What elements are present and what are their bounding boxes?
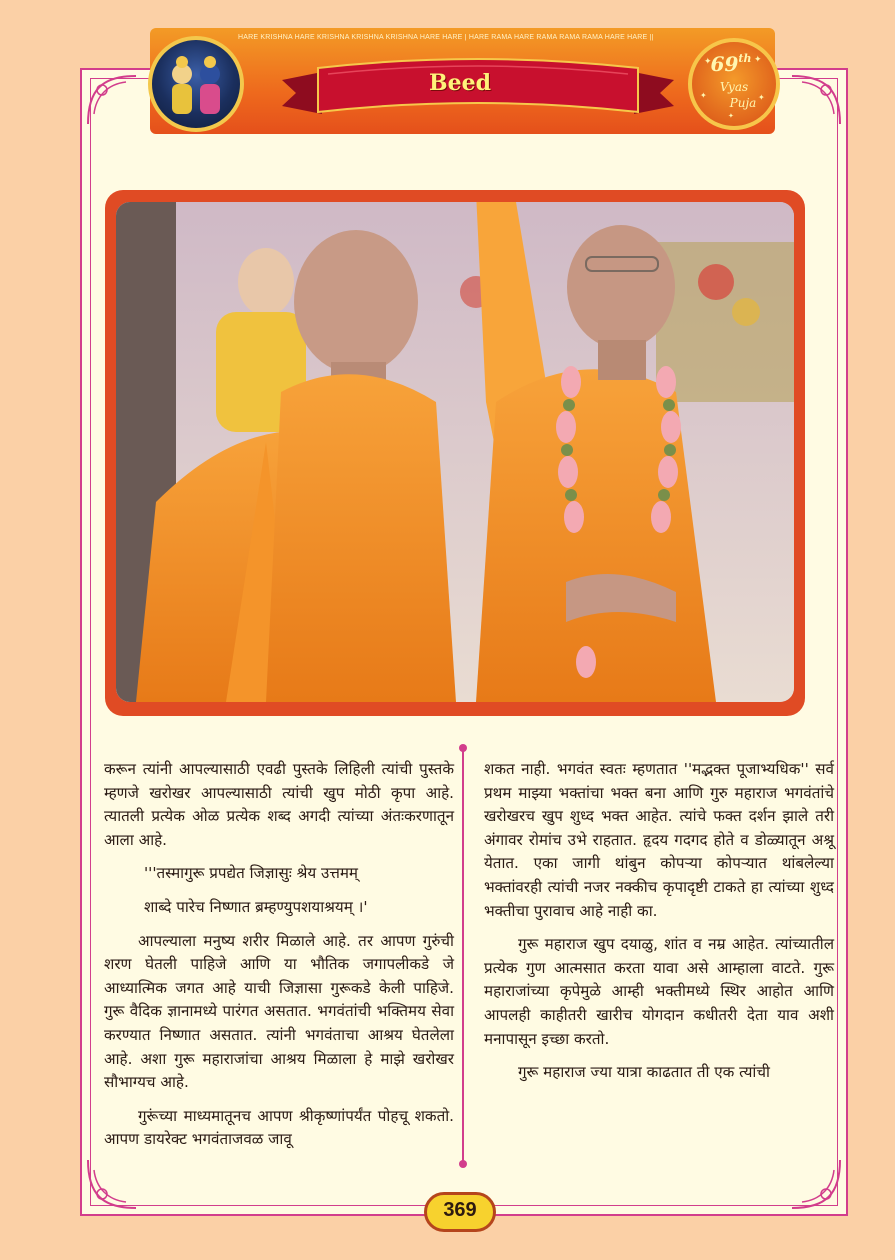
divider-dot-icon — [459, 744, 467, 752]
seal-word-puja: Puja — [729, 96, 757, 110]
anniversary-number-value: 69 — [710, 52, 739, 76]
paragraph: गुरू महाराज खुप दयाळु, शांत व नम्र आहेत. त्यांच्यातील प्रत्येक गुण आत्मसात करता यावा असे आम्हाला वाटते. गुरू महाराजांच्या कृपेमुळे आम्ही भक्तीमध्ये स्थिर आहोत आणि आपलही काहीतरी खारीच योगदान कधीतरी देता याव अशी मनापासून इच्छा करतो. — [484, 935, 834, 1048]
paragraph: गुरूंच्या माध्यमातूनच आपण श्रीकृष्णांपर्यंत पोहचू शकतो. आपण डायरेक्ट भगवंताजवळ जावू — [104, 1106, 454, 1149]
svg-text:✦: ✦ — [704, 57, 712, 67]
two-monks-photo-icon — [116, 202, 794, 702]
paragraph: करून त्यांनी आपल्यासाठी एवढी पुस्तके लिहिली त्यांची पुस्तके म्हणजे खरोखर आपल्यासाठी त्यांची खुप मोठी कृपा आहे. त्यातली प्रत्येक ओळ प्रत्येक शब्द अगदी त्यांच्या अंतःकरणातून आला आहे. — [104, 760, 454, 849]
sanskrit-verse-line: शाब्दे पारेच निष्णात ब्रम्हण्युपशयाश्रयम् ।' — [144, 897, 368, 916]
seal-word-vyas: Vyas — [719, 80, 749, 94]
page-number: 369 — [443, 1199, 477, 1221]
left-column — [104, 758, 454, 1162]
corner-ornament-icon — [82, 70, 142, 130]
mantra-strip: HARE KRISHNA HARE KRISHNA KRISHNA KRISHNA HARE HARE | HARE RAMA HARE RAMA RAMA RAMA HARE HARE || — [238, 34, 654, 41]
main-photo — [116, 202, 794, 702]
anniversary-number — [701, 52, 761, 76]
paragraph: गुरू महाराज ज्या यात्रा काढतात ती एक त्यांची — [518, 1063, 770, 1082]
svg-text:✦: ✦ — [754, 55, 762, 65]
svg-text:✦: ✦ — [728, 112, 734, 120]
divider-dot-icon — [459, 1160, 467, 1168]
sanskrit-verse-line: '''तस्मागुरू प्रपद्येत जिज्ञासुः श्रेय उत्तमम् — [144, 864, 359, 883]
anniversary-suffix: th — [738, 52, 752, 65]
page-title: Beed — [429, 70, 491, 96]
deity-icon — [152, 40, 240, 128]
paragraph: आपल्याला मनुष्य शरीर मिळाले आहे. तर आपण गुरुंची शरण घेतली पाहिजे आणि या भौतिक जगापलीकडे जे आध्यात्मिक जगत आहे याची जिज्ञासा गुरूकडे केली पाहिजे. गुरू वैदिक ज्ञानामध्ये पारंगत असतात. भगवंतांची भक्तिमय सेवा करण्यात निष्णात असतात. त्यांनी भगवंताचा आश्रय घेतलेला आहे. अशा गुरू महाराजांचा आश्रय मिळाला हे माझे खरोखर सौभाग्यच आहे. — [104, 931, 454, 1092]
right-column — [484, 758, 834, 1095]
svg-text:✦: ✦ — [758, 93, 765, 102]
column-divider — [462, 748, 464, 1164]
svg-text:✦: ✦ — [700, 91, 707, 100]
corner-ornament-icon — [82, 1154, 142, 1214]
corner-ornament-icon — [786, 1154, 846, 1214]
corner-ornament-icon — [786, 70, 846, 130]
deity-medallion-image — [148, 36, 244, 132]
paragraph: शकत नाही. भगवंत स्वतः म्हणतात ''मद्भक्त पूजाभ्यधिक'' सर्व प्रथम माझ्या भक्तांचा भक्त बना आणि गुरु महाराज भगवंतांचे खरोखरच खुप शुध्द भक्त आहेत. त्यांचे फक्त दर्शन झाले तरी अंगावर रोमांच उभे राहतात. हृदय गदगद होते व डोळ्यातून अश्रू येतात. एका जागी थांबुन कोपऱ्या कोपऱ्यात थांबलेल्या भक्तांवरही त्यांची नजर नक्कीच कृपादृष्टी टाकते हा त्यांच्या शुध्द भक्तीचा पुरावाच आहे नाही का. — [484, 760, 834, 920]
